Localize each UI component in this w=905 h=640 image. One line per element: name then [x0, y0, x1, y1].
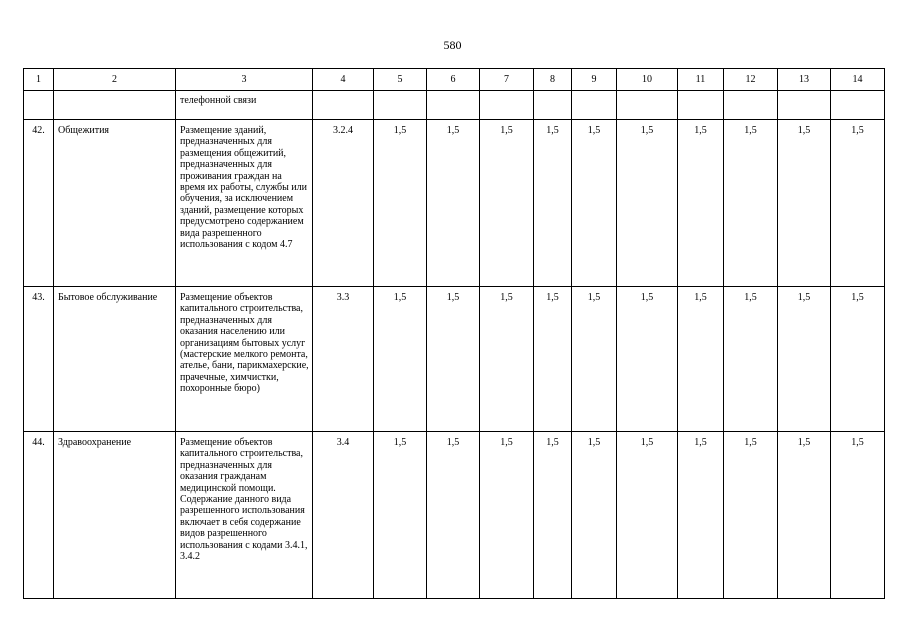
table-cell — [374, 91, 427, 120]
value-cell: 1,5 — [480, 432, 534, 599]
table-row-continuation — [24, 91, 885, 120]
land-use-table — [23, 68, 885, 599]
table-cell — [678, 91, 724, 120]
value-cell: 1,5 — [374, 120, 427, 287]
column-header: 3 — [176, 69, 313, 91]
table-cell — [617, 91, 678, 120]
value-cell: 1,5 — [678, 432, 724, 599]
name-cell: Бытовое обслуживание — [54, 287, 176, 432]
code-cell: 3.2.4 — [313, 120, 374, 287]
value-cell: 1,5 — [831, 120, 885, 287]
table-row — [24, 287, 885, 432]
table-cell — [534, 91, 572, 120]
value-cell: 1,5 — [427, 120, 480, 287]
table-row — [24, 432, 885, 599]
value-cell: 1,5 — [572, 120, 617, 287]
value-cell: 1,5 — [374, 287, 427, 432]
value-cell: 1,5 — [724, 287, 778, 432]
value-cell: 1,5 — [534, 287, 572, 432]
description-cell: Размещение объектов капитального строительства, предназначенных для оказания населению или организациям бытовых услуг (мастерские мелкого ремонта, ателье, бани, парикмахерские, прачечные, химчистки, похоронные бюро) — [176, 287, 313, 432]
table-cell — [54, 91, 176, 120]
value-cell: 1,5 — [572, 432, 617, 599]
value-cell: 1,5 — [534, 432, 572, 599]
table-cell — [313, 91, 374, 120]
column-header: 2 — [54, 69, 176, 91]
value-cell: 1,5 — [572, 287, 617, 432]
value-cell: 1,5 — [427, 432, 480, 599]
value-cell: 1,5 — [374, 432, 427, 599]
row-number-cell: 43. — [24, 287, 54, 432]
code-cell: 3.4 — [313, 432, 374, 599]
code-cell: 3.3 — [313, 287, 374, 432]
column-header: 1 — [24, 69, 54, 91]
table-cell — [831, 91, 885, 120]
row-number-cell: 42. — [24, 120, 54, 287]
value-cell: 1,5 — [724, 432, 778, 599]
name-cell: Общежития — [54, 120, 176, 287]
column-header: 8 — [534, 69, 572, 91]
column-header: 4 — [313, 69, 374, 91]
column-header: 6 — [427, 69, 480, 91]
row-number-cell: 44. — [24, 432, 54, 599]
value-cell: 1,5 — [778, 287, 831, 432]
table-cell — [724, 91, 778, 120]
column-header: 7 — [480, 69, 534, 91]
table-cell — [24, 91, 54, 120]
table-header-row — [24, 69, 885, 91]
value-cell: 1,5 — [724, 120, 778, 287]
value-cell: 1,5 — [427, 287, 480, 432]
page-number: 580 — [443, 38, 462, 52]
name-cell: Здравоохранение — [54, 432, 176, 599]
value-cell: 1,5 — [778, 432, 831, 599]
value-cell: 1,5 — [831, 432, 885, 599]
description-cell: Размещение зданий, предназначенных для размещения общежитий, предназначенных для проживания граждан на время их работы, службы или обучения, за исключением зданий, размещение которых предусмотрено содержанием вида разрешенного использования с кодом 4.7 — [176, 120, 313, 287]
value-cell: 1,5 — [480, 287, 534, 432]
table-cell — [480, 91, 534, 120]
column-header: 5 — [374, 69, 427, 91]
column-header: 13 — [778, 69, 831, 91]
value-cell: 1,5 — [617, 120, 678, 287]
column-header: 12 — [724, 69, 778, 91]
description-cell: телефонной связи — [176, 91, 313, 120]
value-cell: 1,5 — [480, 120, 534, 287]
table-cell — [427, 91, 480, 120]
column-header: 9 — [572, 69, 617, 91]
description-cell: Размещение объектов капитального строительства, предназначенных для оказания гражданам медицинской помощи. Содержание данного вида разрешенного использования включает в себя содержание видов разрешенного использования с кодами 3.4.1, 3.4.2 — [176, 432, 313, 599]
table-row — [24, 120, 885, 287]
value-cell: 1,5 — [617, 287, 678, 432]
table-cell — [572, 91, 617, 120]
value-cell: 1,5 — [617, 432, 678, 599]
value-cell: 1,5 — [678, 120, 724, 287]
value-cell: 1,5 — [778, 120, 831, 287]
column-header: 11 — [678, 69, 724, 91]
value-cell: 1,5 — [831, 287, 885, 432]
column-header: 10 — [617, 69, 678, 91]
table-cell — [778, 91, 831, 120]
column-header: 14 — [831, 69, 885, 91]
value-cell: 1,5 — [678, 287, 724, 432]
value-cell: 1,5 — [534, 120, 572, 287]
